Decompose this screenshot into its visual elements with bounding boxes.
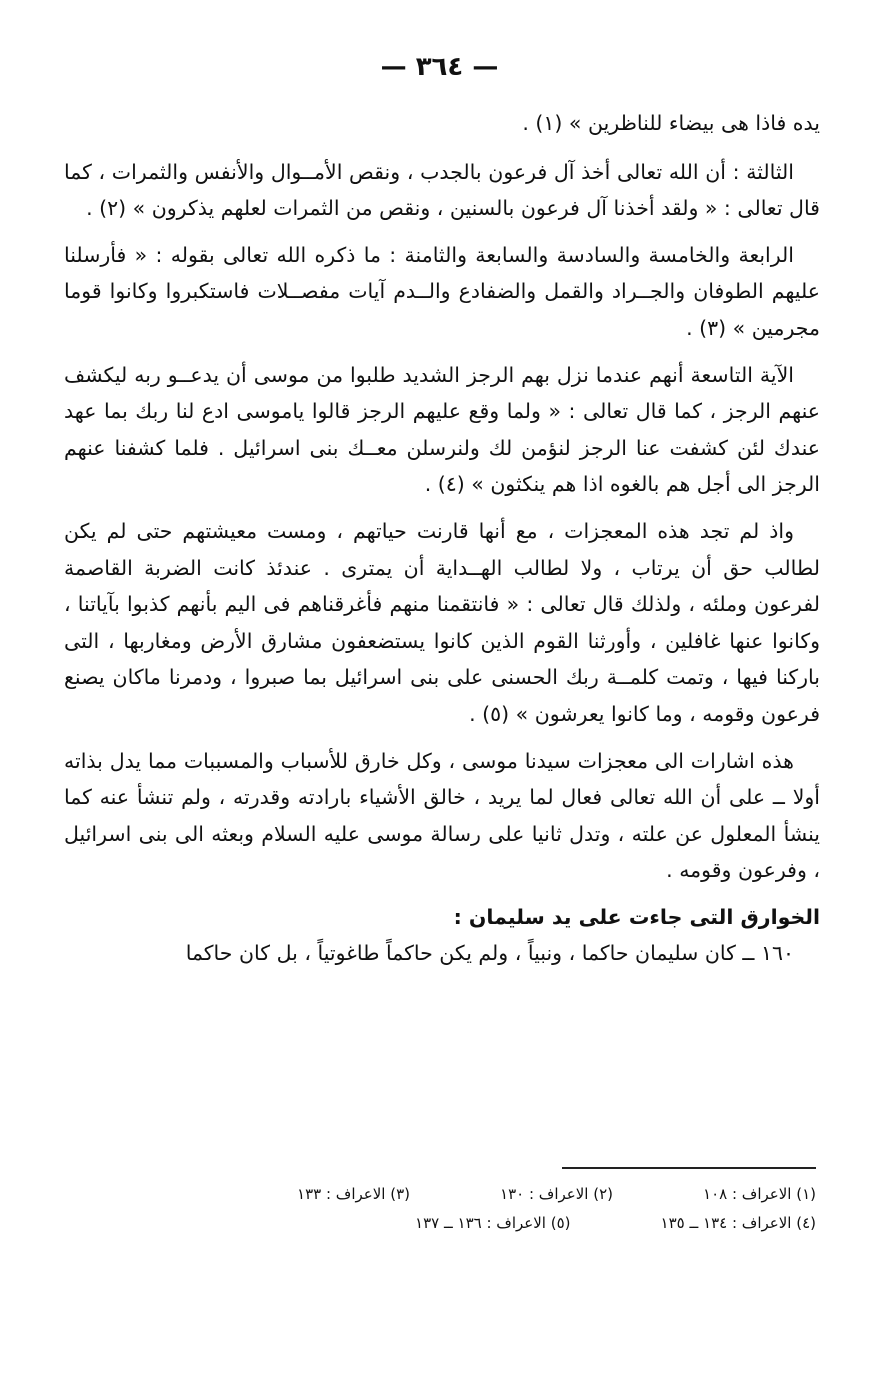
footnote-5: (٥) الاعراف : ١٣٦ ــ ١٣٧ [415, 1214, 571, 1232]
footnote-4: (٤) الاعراف : ١٣٤ ــ ١٣٥ [660, 1214, 816, 1232]
paragraph-3: الرابعة والخامسة والسادسة والسابعة والثامنة : ما ذكره الله تعالى بقوله : « فأرسلنا عليهم الطوفان والجــراد والقمل والضفادع والــدم آيات مفصــلات فاستكبروا وكانوا قوما مجرمين » (٣) . [64, 242, 820, 340]
footnote-2: (٢) الاعراف : ١٣٠ [500, 1185, 614, 1203]
section-heading: الخوارق التى جاءت على يد سليمان : [453, 904, 820, 929]
page-number: — ٣٦٤ — [380, 52, 499, 82]
footnote-3: (٣) الاعراف : ١٣٣ [297, 1185, 411, 1203]
footnote-row-1 [150, 1180, 816, 1209]
paragraph-1: يده فاذا هى بيضاء للناظرين » (١) . [522, 111, 820, 135]
footnotes [150, 1180, 816, 1238]
paragraph-4: الآية التاسعة أنهم عندما نزل بهم الرجز الشديد طلبوا من موسى أن يدعــو ربه ليكشف عنهم الرجز ، كما قال تعالى : « ولما وقع عليهم الرجز قالوا ياموسى ادع لنا ربك بما عهد عندك لئن كشفت عنا الرجز لنؤمن لك ولنرسلن معــك بنى اسرائيل . فلما كشفنا عنهم الرجز الى أجل هم بالغوه اذا هم ينكثون » (٤) . [64, 362, 820, 497]
paragraph-7: ١٦٠ ــ كان سليمان حاكما ، ونبياً ، ولم يكن حاكماً طاغوتياً ، بل كان حاكما [185, 941, 794, 966]
paragraph-5: واذ لم تجد هذه المعجزات ، مع أنها قارنت حياتهم ، ومست معيشتهم حتى لم يكن لطالب حق أن يرتاب ، ولا لطالب الهــداية أن يمترى . عندئذ كانت الضربة القاصمة لفرعون وملئه ، ولذلك قال تعالى : « فانتقمنا منهم فأغرقناهم فى اليم بأنهم كذبوا بآياتنا ، وكانوا عنها غافلين ، وأورثنا القوم الذين كانوا يستضعفون مشارق الأرض ومغاربها ، التى باركنا فيها ، وتمت كلمــة ربك الحسنى على بنى اسرائيل بما صبروا ، ودمرنا ماكان يصنع فرعون وقومه ، وما كانوا يعرشون » (٥) . [64, 518, 820, 726]
footnote-1: (١) الاعراف : ١٠٨ [703, 1185, 816, 1203]
footnote-row-2 [150, 1209, 816, 1238]
paragraph-6: هذه اشارات الى معجزات سيدنا موسى ، وكل خارق للأسباب والمسببات مما يدل بذاته أولا ــ على أن الله تعالى فعال لما يريد ، خالق الأشياء بارادته وقدرته ، ولم تنشأ عنه كما ينشأ المعلول عن علته ، وتدل ثانيا على رسالة موسى عليه السلام وبعثه الى بنى اسرائيل ، وفرعون وقومه . [64, 748, 820, 883]
footnote-divider [562, 1167, 816, 1169]
paragraph-2: الثالثة : أن الله تعالى أخذ آل فرعون بالجدب ، ونقص الأمــوال والأنفس والثمرات ، كما قال تعالى : « ولقد أخذنا آل فرعون بالسنين ، ونقص من الثمرات لعلهم يذكرون » (٢) . [64, 159, 820, 221]
body-text [64, 105, 820, 982]
